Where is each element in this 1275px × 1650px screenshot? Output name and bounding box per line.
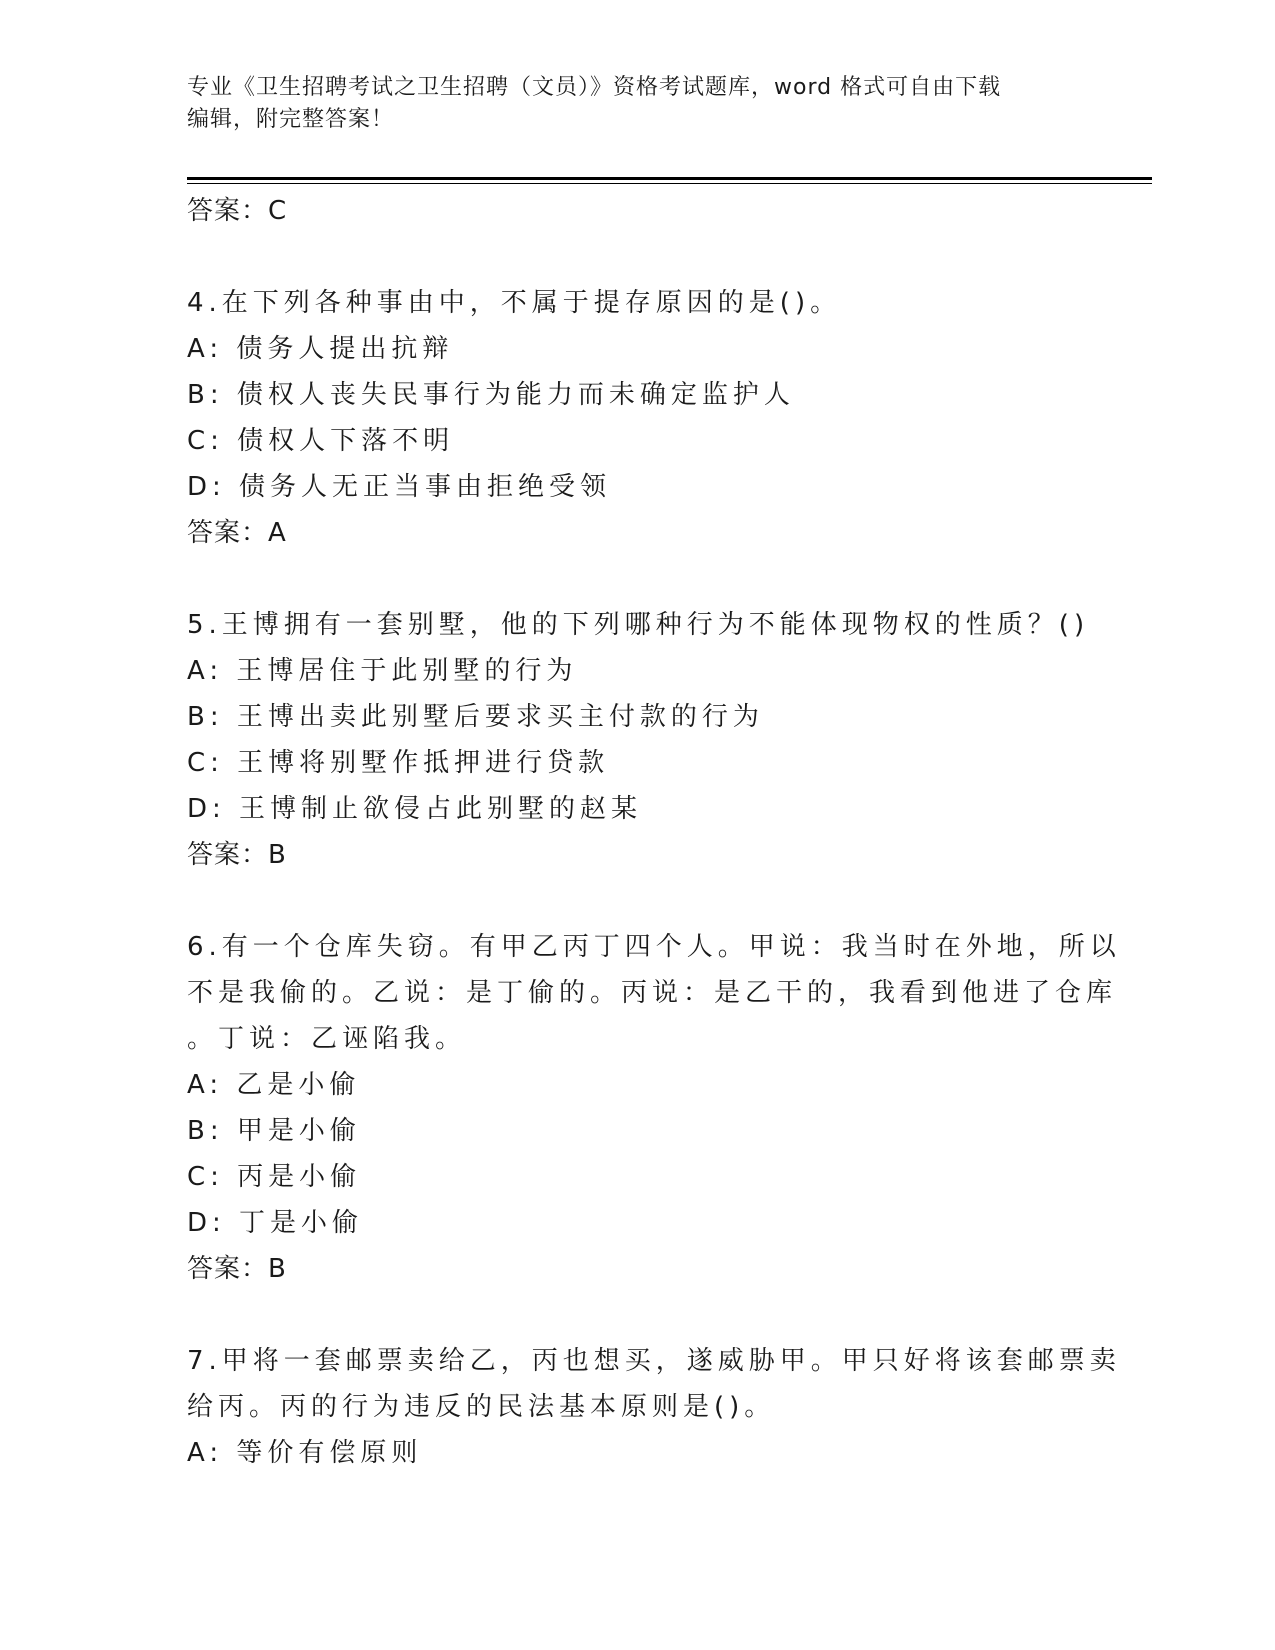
question-block-5 — [187, 602, 1090, 878]
option-b: B: 债权人丧失民事行为能力而未确定监护人 — [187, 380, 795, 410]
question-list — [187, 188, 1121, 1476]
option-a: A: 王博居住于此别墅的行为 — [187, 656, 578, 686]
question-block-6 — [187, 924, 1121, 1292]
answer-line: 答案：C — [187, 196, 288, 226]
spacer — [187, 878, 1087, 924]
option-d: D: 债务人无正当事由拒绝受领 — [187, 472, 612, 502]
option-d: D: 王博制止欲侵占此别墅的赵某 — [187, 794, 643, 824]
question-stem-line-1: 7.甲将一套邮票卖给乙，丙也想买，遂威胁甲。甲只好将该套邮票卖 — [187, 1346, 1121, 1376]
question-stem: 5.王博拥有一套别墅，他的下列哪种行为不能体现物权的性质？() — [187, 610, 1090, 640]
option-b: B: 甲是小偷 — [187, 1116, 361, 1146]
option-d: D: 丁是小偷 — [187, 1208, 364, 1238]
answer-line: 答案：B — [187, 840, 287, 870]
answer-line: 答案：A — [187, 518, 287, 548]
question-stem: 4.在下列各种事由中，不属于提存原因的是()。 — [187, 288, 842, 318]
header-divider-thick — [187, 177, 1152, 180]
question-block-7 — [187, 1338, 1121, 1476]
option-c: C: 王博将别墅作抵押进行贷款 — [187, 748, 610, 778]
spacer — [187, 234, 1087, 280]
question-stem-line-3: 。丁说：乙诬陷我。 — [187, 1024, 467, 1054]
option-a: A: 债务人提出抗辩 — [187, 334, 454, 364]
document-header — [187, 72, 1067, 136]
question-stem-line-1: 6.有一个仓库失窃。有甲乙丙丁四个人。甲说：我当时在外地，所以 — [187, 932, 1121, 962]
question-stem-line-2: 给丙。丙的行为违反的民法基本原则是()。 — [187, 1392, 776, 1422]
header-divider-thin — [187, 183, 1152, 184]
question-block-4 — [187, 280, 1087, 556]
option-b: B: 王博出卖此别墅后要求买主付款的行为 — [187, 702, 764, 732]
question-stem-line-2: 不是我偷的。乙说：是丁偷的。丙说：是乙干的，我看到他进了仓库 — [187, 978, 1118, 1008]
option-c: C: 债权人下落不明 — [187, 426, 455, 456]
header-line-2: 编辑，附完整答案！ — [187, 107, 395, 132]
option-c: C: 丙是小偷 — [187, 1162, 362, 1192]
answer-line: 答案：B — [187, 1254, 287, 1284]
option-a: A: 等价有偿原则 — [187, 1438, 423, 1468]
header-line-1: 专业《卫生招聘考试之卫生招聘（文员）》资格考试题库，word 格式可自由下载 — [187, 75, 1002, 100]
spacer — [187, 1292, 1087, 1338]
spacer — [187, 556, 1087, 602]
option-a: A: 乙是小偷 — [187, 1070, 361, 1100]
